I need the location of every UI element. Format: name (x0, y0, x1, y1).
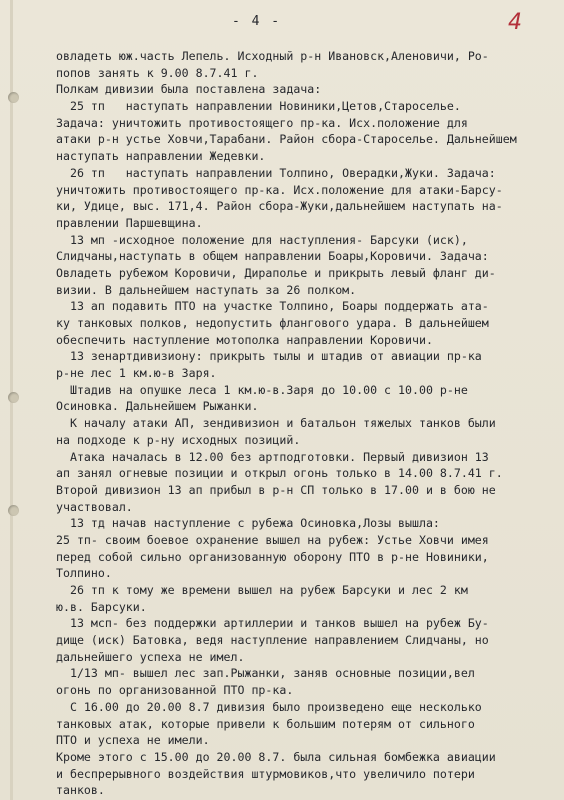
text-line: на подходе к р-ну исходных позиций. (56, 432, 301, 447)
text-line: ю.в. Барсуки. (56, 599, 147, 614)
text-line: ап занял огневые позиции и открыл огонь только в 14.00 8.7.41 г. (56, 466, 503, 481)
text-line: дище (иск) Батовка, ведя наступление направлением Слидчаны, но (56, 633, 489, 648)
text-line: Задача: уничтожить противостоящего пр-ка. Исх.положение для (56, 115, 468, 130)
text-line: Овладеть рубежом Коровичи, Дираполье и прикрыть левый фланг ди- (56, 265, 496, 280)
text-line: 13 зенартдивизиону: прикрыть тылы и штадив от авиации пр-ка (56, 349, 482, 364)
text-line: Толпино. (56, 566, 112, 581)
text-line: танков. (56, 783, 105, 798)
text-line: дальнейшего успеха не имел. (56, 649, 245, 664)
text-line: 13 мп -исходное положение для наступления- Барсуки (иск), (56, 232, 468, 247)
text-line: Кроме этого с 15.00 до 20.00 8.7. была сильная бомбежка авиации (56, 749, 496, 764)
text-line: Штадив на опушке леса 1 км.ю-в.Заря до 10.00 с 10.00 р-не (56, 382, 468, 397)
text-line: 25 тп наступать направлении Новиники,Цетов,Староселье. (56, 99, 461, 114)
punch-hole (8, 92, 19, 103)
text-line: Слидчаны,наступать в общем направлении Боары,Коровичи. Задача: (56, 249, 489, 264)
text-line: ки, Удице, выс. 171,4. Район сбора-Жуки,дальнейшем наступать на- (56, 199, 503, 214)
text-line: обеспечить наступление мотополка направлении Коровичи. (56, 332, 433, 347)
text-line: 26 тп к тому же времени вышел на рубеж Барсуки и лес 2 км (56, 583, 468, 597)
page-header (0, 12, 564, 38)
text-line: уничтожить противостоящего пр-ка. Исх.положение для атаки-Барсу- (56, 182, 503, 197)
text-line: Атака началась в 12.00 без артподготовки. Первый дивизион 13 (56, 449, 489, 464)
text-line: перед собой сильно организованную оборону ПТО в р-не Новиники, (56, 549, 489, 564)
text-line: ку танковых полков, недопустить флангового удара. В дальнейшем (56, 316, 489, 330)
text-line: и беспрерывного воздействия штурмовиков,что увеличило потери (56, 766, 475, 781)
text-line: К началу атаки АП, зендивизион и батальон тяжелых танков были (56, 416, 496, 431)
text-line: 26 тп наступать направлении Толпино, Оверадки,Жуки. Задача: (56, 165, 496, 180)
document-body (56, 48, 556, 799)
punch-hole (8, 392, 19, 403)
text-line: 1/13 мп- вышел лес зап.Рыжанки, заняв основные позиции,вел (56, 666, 475, 681)
text-line: атаки р-н устье Ховчи,Тарабани. Район сбора-Староселье. Дальнейшем (56, 132, 517, 147)
text-line: Осиновка. Дальнейшем Рыжанки. (56, 399, 259, 414)
text-line: ПТО и успеха не имели. (56, 733, 210, 748)
text-line: С 16.00 до 20.00 8.7 дивизия было произведено еще несколько (56, 699, 482, 714)
text-line: огонь по организованной ПТО пр-ка. (56, 683, 294, 698)
text-line: 13 ап подавить ПТО на участке Толпино, Боары поддержать ата- (56, 299, 489, 314)
text-line: овладеть юж.часть Лепель. Исходный р-н Ивановск,Аленовичи, Ро- (56, 49, 489, 63)
text-line: 25 тп- своим боевое охранение вышел на рубеж: Устье Ховчи имея (56, 532, 489, 547)
text-line: Полкам дивизии была поставлена задача: (56, 82, 322, 97)
text-line: р-не лес 1 км.ю-в Заря. (56, 366, 217, 381)
text-line: правлении Паршевщина. (56, 215, 203, 230)
page-number: - 4 - (232, 14, 282, 29)
text-line: 13 тд начав наступление с рубежа Осиновка,Лозы вышла: (56, 516, 440, 531)
text-line: попов занять к 9.00 8.7.41 г. (56, 65, 259, 80)
text-line: участвовал. (56, 499, 133, 514)
archive-stamp-number: 4 (508, 10, 522, 35)
punch-hole (8, 505, 19, 516)
text-line: Второй дивизион 13 ап прибыл в р-н СП только в 17.00 и в бою не (56, 482, 496, 497)
text-line: визии. В дальнейшем наступать за 26 полком. (56, 282, 357, 297)
text-line: наступать направлении Жедевки. (56, 149, 266, 164)
text-line: танковых атак, которые привели к большим потерям от сильного (56, 716, 475, 731)
text-line: 13 мсп- без поддержки артиллерии и танков вышел на рубеж Бу- (56, 616, 489, 631)
